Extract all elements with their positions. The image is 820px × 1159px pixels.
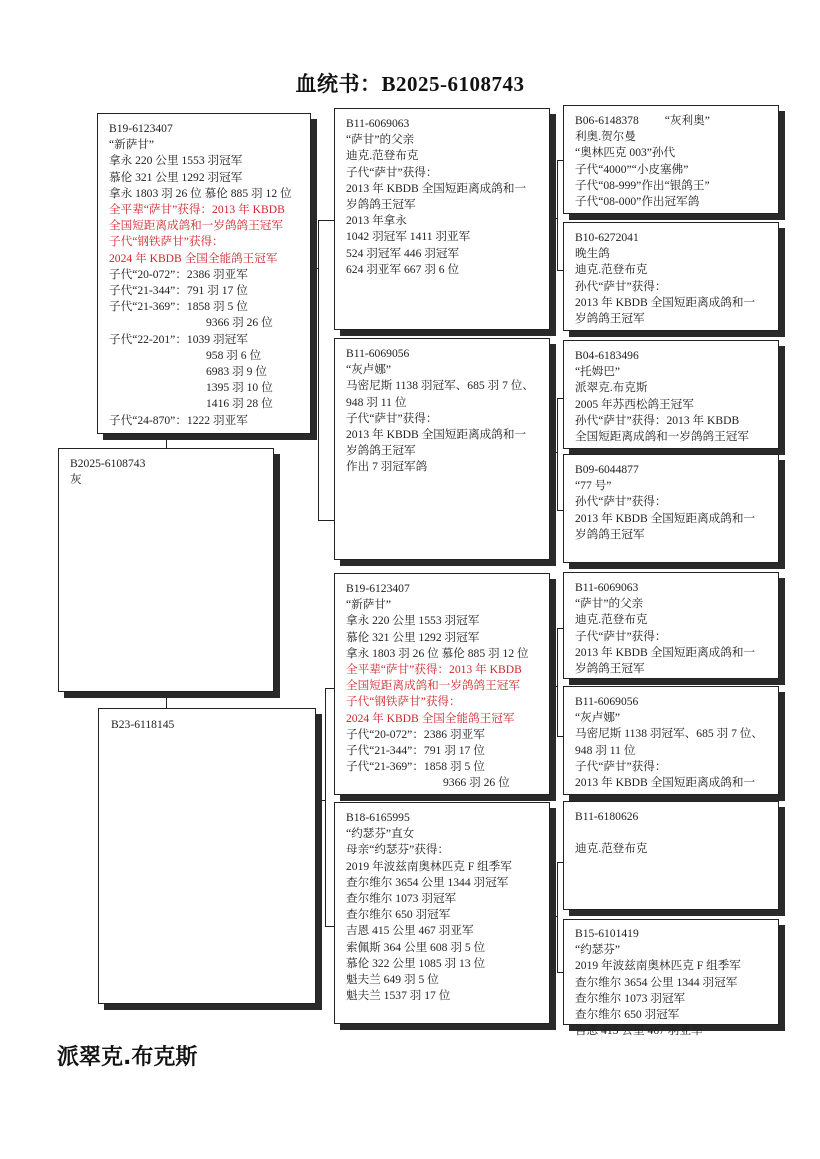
sd-sire-card[interactable] <box>563 340 779 449</box>
card-line: 2013 年 KBDB 全国短距离成鸽和一 <box>346 181 527 195</box>
card-line: 2019 年波兹南奥林匹克 F 组季军 <box>346 859 512 873</box>
card-line: 2013 年拿永 <box>346 214 407 228</box>
card-line: 慕伦 321 公里 1292 羽冠军 <box>109 170 243 184</box>
card-line: “约瑟芬”直女 <box>346 827 415 841</box>
card-line: 1416 羽 28 位 <box>206 397 273 411</box>
card-line: 子代“08-000”作出冠军鸽 <box>575 195 700 209</box>
connector-line <box>557 628 558 736</box>
ring-number <box>346 346 539 362</box>
ring-number <box>109 121 300 137</box>
card-line: “新萨甘” <box>109 138 155 152</box>
connector-line <box>316 800 325 801</box>
card-line: 迪克.范登布克 <box>346 149 419 163</box>
ring-number <box>70 456 263 472</box>
card-line: 吉恩 415 公里 467 羽亚军 <box>346 924 474 938</box>
connector-line <box>550 916 557 917</box>
ring-number <box>346 581 539 597</box>
card-line: 迪克.范登布克 <box>575 263 648 277</box>
ring-number <box>346 116 539 132</box>
card-line: “77 号” <box>575 479 612 493</box>
connector-line <box>166 692 167 708</box>
ds-sire-card[interactable] <box>563 572 779 679</box>
card-line: 查尔维尔 1073 羽冠军 <box>346 892 457 906</box>
card-line: 孙代“萨甘”获得： <box>575 495 667 509</box>
card-line: 子代“24-870”：1222 羽亚军 <box>109 413 248 427</box>
card-line: 岁鸽鸽王冠军 <box>575 662 645 676</box>
card-line: 迪克.范登布克 <box>575 613 648 627</box>
card-line: 孙代“萨甘”获得： <box>575 279 667 293</box>
dam-sire-card[interactable] <box>334 573 550 795</box>
connector-line <box>550 452 557 453</box>
ds-dam-card[interactable] <box>563 686 779 795</box>
dd-dam-card[interactable] <box>563 919 779 1038</box>
card-line: 查尔维尔 650 羽冠军 <box>575 1007 680 1021</box>
ss-sire-card[interactable] <box>563 105 779 214</box>
card-line: 魁夫兰 649 羽 5 位 <box>346 973 439 987</box>
card-line: “新萨甘” <box>346 598 392 612</box>
card-line: “灰卢娜” <box>575 711 621 725</box>
ring-number <box>111 717 305 733</box>
card-line: 岁鸽鸽王冠军 <box>575 527 645 541</box>
card-line: 9366 羽 26 位 <box>206 316 273 330</box>
card-line: 子代“钢铁萨甘”获得： <box>109 235 224 249</box>
card-line: 1042 羽冠军 1411 羽亚军 <box>346 230 471 244</box>
card-line: 958 羽 6 位 <box>206 348 262 362</box>
connector-line <box>318 220 319 520</box>
card-line: 孙代“萨甘”获得：2013 年 KBDB <box>575 413 740 427</box>
card-line: “约瑟芬” <box>575 943 621 957</box>
connector-line <box>550 218 557 219</box>
connector-line <box>557 398 558 510</box>
pigeon-nickname: “灰利奥” <box>664 114 710 127</box>
ring-number-text: B11-6069063 <box>346 117 410 130</box>
dd-sire-card[interactable] <box>563 801 779 910</box>
sire-card[interactable] <box>97 113 311 434</box>
connector-line <box>325 688 326 926</box>
card-line: 2013 年 KBDB 全国短距离成鸽和一 <box>575 511 756 525</box>
card-line: 子代“4000”“小皮塞佛” <box>575 162 689 176</box>
card-line: 524 羽冠军 446 羽冠军 <box>346 246 460 260</box>
card-line: “奥林匹克 003”孙代 <box>575 146 676 160</box>
card-line: 2013 年 KBDB 全国短距离成鸽和一 <box>575 295 756 309</box>
card-line: 晚生鸽 <box>575 247 610 261</box>
subject-card[interactable] <box>58 448 274 692</box>
card-line: 子代“20-072”：2386 羽亚军 <box>109 267 248 281</box>
ring-number-text: B04-6183496 <box>575 349 639 362</box>
card-line: 作出 7 羽冠军鸽 <box>346 460 428 474</box>
card-line: 母亲“约瑟芬”获得： <box>346 843 450 857</box>
connector-line <box>550 686 557 687</box>
card-line: 子代“20-072”：2386 羽亚军 <box>346 727 485 741</box>
card-line: 948 羽 11 位 <box>575 743 636 757</box>
card-line: 查尔维尔 1073 羽冠军 <box>575 991 686 1005</box>
card-line: “萨甘”的父亲 <box>575 597 644 611</box>
card-line: “托姆巴” <box>575 365 621 379</box>
card-line: 马密尼斯 1138 羽冠军、685 羽 7 位、 <box>346 379 534 393</box>
breeder-name: 派翠克.布克斯 <box>57 1045 198 1070</box>
ring-number <box>575 348 768 364</box>
ring-number-text: B11-6069056 <box>346 347 410 360</box>
sire-dam-card[interactable] <box>334 338 550 560</box>
card-line: 查尔维尔 650 羽冠军 <box>346 908 451 922</box>
card-line: 2024 年 KBDB 全国全能鸽王冠军 <box>109 251 278 265</box>
ring-number <box>575 580 768 596</box>
connector-line <box>325 926 334 927</box>
card-line: 慕伦 321 公里 1292 羽冠军 <box>346 630 480 644</box>
card-line: 624 羽亚军 667 羽 6 位 <box>346 262 460 276</box>
ring-number-text: B11-6069056 <box>575 695 639 708</box>
card-line: 子代“08-999”作出“银鸽王” <box>575 178 710 192</box>
card-line: 索佩斯 364 公里 608 羽 5 位 <box>346 940 486 954</box>
card-line: 子代“21-369”：1858 羽 5 位 <box>346 760 485 774</box>
card-line: 子代“萨甘”获得： <box>346 165 438 179</box>
ring-number <box>575 694 768 710</box>
card-line: 岁鸽鸽王冠军 <box>346 444 416 458</box>
card-line: 2019 年波兹南奥林匹克 F 组季军 <box>575 959 741 973</box>
card-line: 子代“21-344”：791 羽 17 位 <box>109 284 248 298</box>
ring-number-text: B11-6180626 <box>575 810 639 823</box>
card-line: 2013 年 KBDB 全国短距离成鸽和一 <box>346 428 527 442</box>
connector-line <box>557 862 558 972</box>
dam-card[interactable] <box>98 708 316 1004</box>
card-line: 子代“22-201”：1039 羽冠军 <box>109 332 248 346</box>
sd-dam-card[interactable] <box>563 454 779 563</box>
card-line: 迪克.范登布克 <box>575 842 648 856</box>
card-line: 子代“萨甘”获得： <box>575 759 667 773</box>
card-line: 948 羽 11 位 <box>346 395 407 409</box>
card-line: 全平辈“萨甘”获得：2013 年 KBDB <box>346 663 522 677</box>
card-line: 子代“21-369”：1858 羽 5 位 <box>109 300 248 314</box>
connector-line <box>325 688 334 689</box>
ring-number-text: B10-6272041 <box>575 231 639 244</box>
ring-number <box>346 810 539 826</box>
card-line: 全国短距离成鸽和一岁鸽鸽王冠军 <box>109 219 283 233</box>
card-line: 9366 羽 26 位 <box>443 776 510 790</box>
ring-number-text: B06-6148378 <box>575 114 639 127</box>
card-line: 马密尼斯 1138 羽冠军、685 羽 7 位、 <box>575 727 763 741</box>
ring-number <box>575 927 768 943</box>
connector-line <box>166 434 167 448</box>
ss-dam-card[interactable] <box>563 222 779 331</box>
card-line: 利奥.贺尔曼 <box>575 130 636 144</box>
card-line: 6983 羽 9 位 <box>206 365 267 379</box>
ring-number <box>575 809 768 825</box>
dam-dam-card[interactable] <box>334 802 550 1024</box>
card-line: 子代“萨甘”获得： <box>346 411 438 425</box>
connector-line <box>318 220 334 221</box>
card-line: 全平辈“萨甘”获得：2013 年 KBDB <box>109 203 285 217</box>
connector-line <box>557 160 558 270</box>
ring-number-text: B19-6123407 <box>346 582 410 595</box>
ring-number-text: B15-6101419 <box>575 927 639 940</box>
card-line: 岁鸽鸽王冠军 <box>346 198 416 212</box>
connector-line <box>310 268 318 269</box>
card-line: “萨甘”的父亲 <box>346 133 415 147</box>
ring-number-text: B19-6123407 <box>109 122 173 135</box>
card-line: 慕伦 322 公里 1085 羽 13 位 <box>346 956 486 970</box>
card-line: 子代“21-344”：791 羽 17 位 <box>346 744 485 758</box>
card-line: “灰卢娜” <box>346 363 392 377</box>
card-line: 2024 年 KBDB 全国全能鸽王冠军 <box>346 711 515 725</box>
ring-number-text: B09-6044877 <box>575 463 639 476</box>
card-line: 灰 <box>70 473 82 487</box>
card-line: 子代“钢铁萨甘”获得： <box>346 695 461 709</box>
card-line: 魁夫兰 1537 羽 17 位 <box>346 989 451 1003</box>
sire-sire-card[interactable] <box>334 108 550 330</box>
card-line <box>575 825 768 841</box>
connector-line <box>318 520 334 521</box>
ring-number-text: B2025-6108743 <box>70 457 146 470</box>
card-line: 2013 年 KBDB 全国短距离成鸽和一 <box>575 776 756 790</box>
card-line: 2005 年苏西松鸽王冠军 <box>575 397 694 411</box>
ring-number-text: B23-6118145 <box>111 718 175 731</box>
card-line: 拿永 1803 羽 26 位 慕伦 885 羽 12 位 <box>109 186 292 200</box>
card-line: 拿永 220 公里 1553 羽冠军 <box>109 154 243 168</box>
card-line: 查尔维尔 3654 公里 1344 羽冠军 <box>346 875 509 889</box>
card-line: 拿永 220 公里 1553 羽冠军 <box>346 614 480 628</box>
ring-number <box>575 462 768 478</box>
card-line: 全国短距离成鸽和一岁鸽鸽王冠军 <box>575 430 749 444</box>
card-line: 1395 羽 10 位 <box>206 381 273 395</box>
card-line: 2013 年 KBDB 全国短距离成鸽和一 <box>575 645 756 659</box>
ring-number <box>575 113 768 129</box>
ring-number-text: B11-6069063 <box>575 581 639 594</box>
card-line: 拿永 1803 羽 26 位 慕伦 885 羽 12 位 <box>346 646 529 660</box>
ring-number <box>575 230 768 246</box>
card-line: 全国短距离成鸽和一岁鸽鸽王冠军 <box>346 679 520 693</box>
ring-number-text: B18-6165995 <box>346 811 410 824</box>
card-line: 岁鸽鸽王冠军 <box>575 312 645 326</box>
card-line: 子代“萨甘”获得： <box>575 629 667 643</box>
card-line: 查尔维尔 3654 公里 1344 羽冠军 <box>575 975 738 989</box>
card-line: 吉恩 415 公里 467 羽亚军 <box>575 1024 703 1038</box>
pedigree-title: 血统书：B2025-6108743 <box>295 72 525 96</box>
card-line: 派翠克.布克斯 <box>575 381 648 395</box>
